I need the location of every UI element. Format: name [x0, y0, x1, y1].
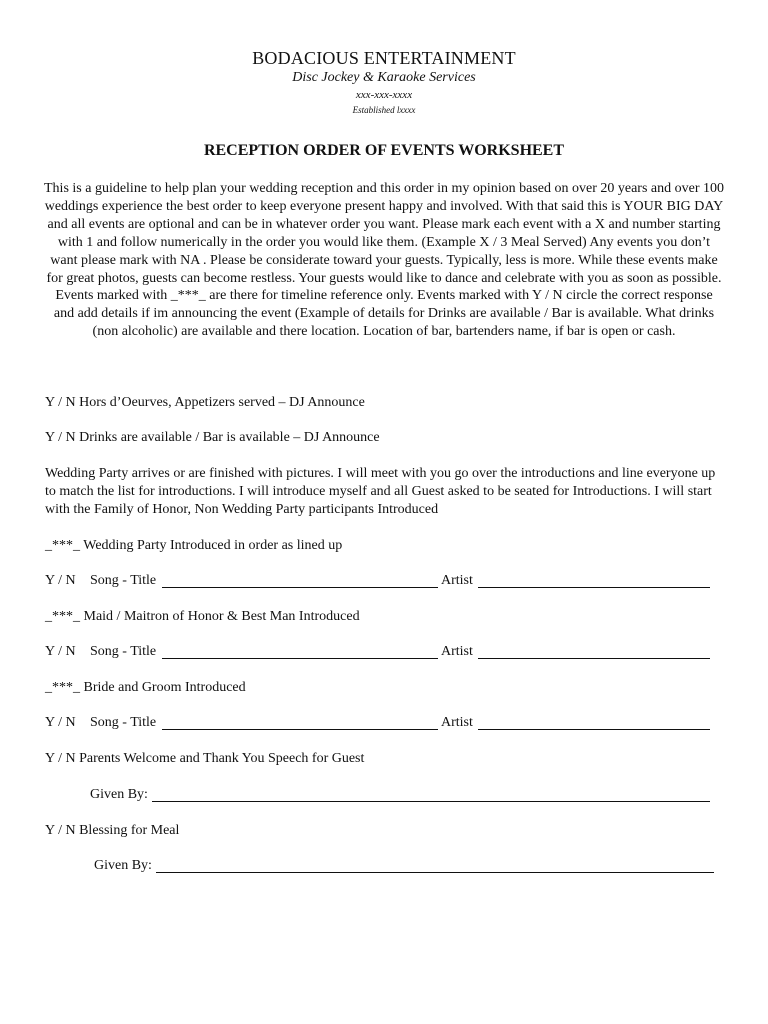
- wedding-party-note: Wedding Party arrives or are finished with pictures. I will meet with you go over the introductions and line everyone up to match the list for introductions. I will introduce myself and all Guest asked to be seated for Introductions. I will start with the Family of Honor, Non Wedding Party participants Introduced: [45, 466, 716, 517]
- drinks-item: Y / N Drinks are available / Bar is available – DJ Announce: [45, 430, 380, 445]
- bride-groom-intro-item: _***_ Bride and Groom Introduced: [45, 680, 246, 695]
- wedding-party-intro-item: _***_ Wedding Party Introduced in order as lined up: [45, 538, 343, 553]
- company-tagline: Disc Jockey & Karaoke Services: [292, 70, 476, 85]
- artist-field[interactable]: [478, 587, 710, 588]
- artist-field[interactable]: [478, 729, 710, 730]
- yn-label: Y / N: [45, 573, 76, 588]
- worksheet-title: RECEPTION ORDER OF EVENTS WORKSHEET: [203, 142, 565, 159]
- song-title-label: Song - Title: [90, 573, 157, 588]
- maid-of-honor-intro-item: _***_ Maid / Maitron of Honor & Best Man Introduced: [45, 609, 360, 624]
- yn-label: Y / N: [45, 715, 76, 730]
- established-line: Established lxxxx: [352, 105, 416, 115]
- given-by-label: Given By:: [94, 858, 152, 873]
- given-by-label: Given By:: [90, 787, 148, 802]
- artist-label: Artist: [441, 644, 473, 659]
- song-title-field[interactable]: [162, 658, 438, 659]
- intro-paragraph: This is a guideline to help plan your wedding reception and this order in my opinion based on over 20 years and over 100 weddings experience the best order to keep everyone present happy and involved. With that said this is YOUR BIG DAY and all events are optional and can be in whatever order you want. Please mark each event with a X and number starting with 1 and follow numerically in the order you would like them. (Example X / 3 Meal Served) Any events you don’t want please mark with NA . Please be considerate toward your guests. Typically, less is more. While these events make for great photos, guests can become restless. Your guests would like to dance and celebrate with you as soon as possible. Events marked with _***_ are there for timeline reference only. Events marked with Y / N circle the correct response and add details if im announcing the event (Example of details for Drinks are available / Bar is available. What drinks (non alcoholic) are available and there location. Location of bar, bartenders name, if bar is open or cash.: [44, 181, 725, 340]
- hors-doeuvres-item: Y / N Hors d’Oeurves, Appetizers served – DJ Announce: [45, 395, 365, 410]
- yn-label: Y / N: [45, 644, 76, 659]
- blessing-item: Y / N Blessing for Meal: [45, 823, 180, 838]
- song-title-label: Song - Title: [90, 715, 157, 730]
- song-title-field[interactable]: [162, 729, 438, 730]
- artist-field[interactable]: [478, 658, 710, 659]
- given-by-field[interactable]: [152, 801, 710, 802]
- artist-label: Artist: [441, 573, 473, 588]
- company-phone: xxx-xxx-xxxx: [355, 89, 413, 101]
- song-title-label: Song - Title: [90, 644, 157, 659]
- given-by-field[interactable]: [156, 872, 714, 873]
- parents-speech-item: Y / N Parents Welcome and Thank You Speech for Guest: [45, 751, 365, 766]
- song-title-field[interactable]: [162, 587, 438, 588]
- company-name: BODACIOUS ENTERTAINMENT: [252, 48, 516, 68]
- artist-label: Artist: [441, 715, 473, 730]
